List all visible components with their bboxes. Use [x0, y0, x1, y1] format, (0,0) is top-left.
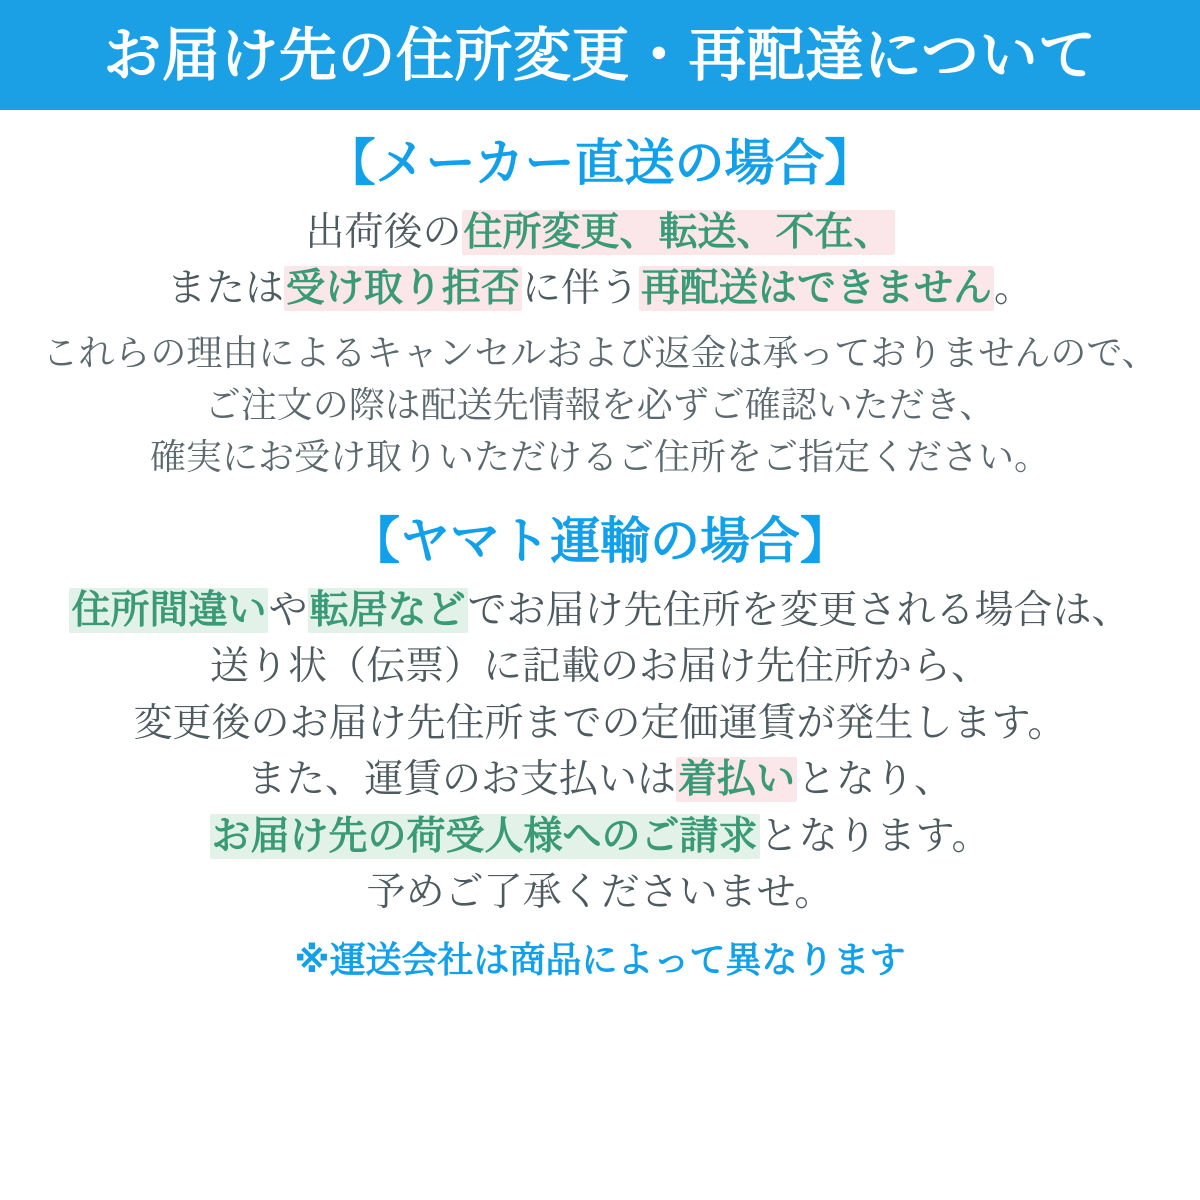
yamato-line-1 [0, 583, 1200, 640]
highlight-address-change: 住所変更、転送、不在、 [463, 209, 893, 255]
notice-content [0, 132, 1200, 983]
section-heading-yamato: 【ヤマト運輸の場合】 [350, 512, 850, 571]
text-plain: に伴う [521, 266, 639, 312]
highlight-wrong-address: 住所間違い [71, 587, 267, 633]
highlight-relocation: 転居など [309, 587, 466, 633]
text-plain: 予めご了承くださいませ。 [366, 870, 834, 916]
text-plain: や [268, 587, 308, 633]
section-heading-maker: 【メーカー直送の場合】 [325, 134, 875, 192]
text-plain: また、運賃のお支払いは [246, 757, 676, 803]
text-plain: または [166, 266, 284, 312]
yamato-line-4 [0, 752, 1200, 809]
text-plain: となり、 [797, 757, 954, 803]
header-banner [0, 0, 1200, 110]
text-plain: 送り状（伝票）に記載のお届け先住所から、 [209, 644, 990, 690]
yamato-line-3 [0, 696, 1200, 753]
highlight-cash-on-delivery: 着払い [677, 757, 795, 803]
yamato-line-6 [0, 865, 1200, 922]
yamato-line-2 [0, 639, 1200, 696]
text-plain: 。 [994, 266, 1034, 312]
highlight-recipient-charge: お届け先の荷受人様へのご請求 [211, 813, 758, 859]
text-plain: でお届け先住所を変更される場合は、 [467, 587, 1131, 633]
text-plain: となります。 [759, 813, 991, 859]
maker-sub-line-2: ご注文の際は配送先情報を必ずご確認いただき、 [204, 384, 996, 426]
highlight-refusal: 受け取り拒否 [285, 266, 520, 312]
maker-emphasis-line-2 [0, 261, 1200, 318]
maker-sub-line-3: 確実にお受け取りいただけるご住所をご指定ください。 [149, 436, 1050, 478]
carrier-note: ※運送会社は商品によって異なります [294, 939, 906, 981]
maker-emphasis-line-1 [0, 205, 1200, 262]
highlight-no-redelivery: 再配送はできません [641, 266, 993, 312]
text-plain: 出荷後の [305, 209, 462, 255]
yamato-line-5 [0, 809, 1200, 866]
page-title: お届け先の住所変更・再配達について [103, 21, 1097, 89]
maker-sub-line-1: これらの理由によるキャンセルおよび返金は承っておりませんので、 [42, 332, 1158, 374]
text-plain: 変更後のお届け先住所までの定価運賃が発生します。 [133, 700, 1067, 746]
